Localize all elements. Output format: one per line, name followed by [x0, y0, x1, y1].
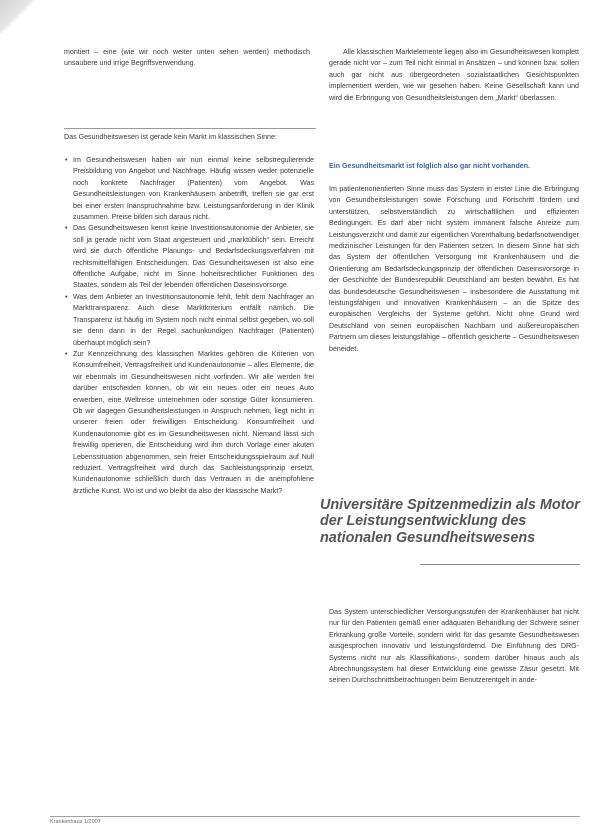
right-column-top [329, 47, 579, 104]
info-box [64, 128, 316, 749]
right-top-paragraph: Alle klassischen Marktelemente liegen also im Gesundheitswesen komplett gerade nicht vor – zum Teil nicht einmal in Ansätzen – und können bzw. sollen auch gar nicht aus übergeordneten sozialstaatlichen Gesichtspunkten implementiert werden, wie wir gesehen haben. Keine Gesellschaft kann und wird die Erbringung von Gesundheitsleistungen dem „Markt“ überlassen. [329, 48, 579, 102]
article-title: Universitäre Spitzenmedizin als Motor der Leistungsentwicklung des nationalen Gesundheitswesens [320, 497, 580, 546]
section-subheading: Ein Gesundheitsmarkt ist folglich also gar nicht vorhanden. [329, 162, 531, 170]
left-column-intro [64, 47, 310, 70]
footer-issue-label: Krankenhaus 1/2007 [50, 819, 101, 825]
right-column-middle [329, 184, 579, 355]
bullet-item: • Was dem Anbieter an Investitionsautonomie fehlt, fehlt dem Nachfrager an Markttransparenz. Auch diese Marktkriterium entfällt nämlich. Die Transparenz ist häufig im System noch nicht einmal selbst gegeben, wo soll sie denn dann in der Regel sachunkundigen Nachfrager (Patienten) überhaupt möglich sein? [64, 292, 314, 349]
title-underline-rule [420, 564, 580, 565]
bullet-item: • Zur Kennzeichnung des klassischen Marktes gehören die Kriterien von Konsumfreiheit, Vertragsfreiheit und Kundenautonomie – alles Elemente, die wir ebenmals im Gesundheitswesen nicht vorfinden. Wir alle werden frei darüber entscheiden können, ob wir ein neues oder ein neues Auto erwerben, eine Weltreise unternehmen oder sonstige Güter konsumieren. Ob wir dagegen Gesundheitsleistungen in Anspruch nehmen, liegt nicht in unserer freien oder freiwilligen Entscheidung. Konsumfreiheit und Kundenautonomie gibt es im Gesundheitswesen nicht. Niemand lässt sich freiwillig operieren, die Entscheidung wird ihm durch Vorlage einer akuten Lebenssituation abgenommen, sein freier Entscheidungsspielraum auf Null reduziert. Vertragsfreiheit wird durch das Sachleistungsprinzip ersetzt, Kundenautonomie schließlich durch das Vertrauen in die anempfohlene ärztliche Kunst. Wo ist und wo bleibt da also der klassische Markt? [64, 349, 314, 497]
right-middle-paragraph: Im patientenorientierten Sinne muss das System in erster Linie die Erbringung von Gesundheitsleistungen sowie Forschung und Fortschritt fördern und unterstützen, selbstverständlich zu wirtschaftlichen und effizienten Bedingungen. Es darf aber nicht system immanent falsche Anreize zum Leistungsverzicht und damit zur eigentlichen Vorenthaltung bedarfsnotwendiger medizinischer Leistungen für den Patienten setzen. In diesem Sinne hat sich das System der öffentlichen Versorgung mit Krankenhäusern und die Orientierung am Bedarfsdeckungsprinzip der öffentlichen Daseinsvorsorge in der Geschichte der Bundesrepublik Deutschland am besten bewährt. Es hat das bundesdeutsche Gesundheitswesen – insbesondere die Ausstattung mit leistungsfähigen und innovativen Krankenhäusern – an die Spitze des europäischen Vergleichs der Systeme geführt. Nicht ohne Grund wird Deutschland von seinen europäischen Nachbarn und außereuropäischen Partnern um dieses leistungsfähige – öffentlich gesicherte – Gesundheitswesen beneidet. [329, 185, 579, 353]
bullet-item: • Im Gesundheitswesen haben wir nun einmal keine selbstregulierende Preisbildung von Angebot und Nachfrage. Häufig wissen weder potenzielle noch konkrete Nachfrager (Patienten) vom Angebot. Was Gesundheitsleistungen von Krankenhäusern anbetrifft, treffen sie gar erst bei einer ersten Inanspruchnahme bzw. Leistungsanforderung in der Klinik zusammen. Preise bilden sich daraus nicht. [64, 155, 314, 223]
page-footer [50, 816, 580, 825]
info-box-intro: Das Gesundheitswesen ist gerade kein Markt im klassischen Sinne: [64, 133, 277, 141]
info-box-bullet-list [64, 155, 314, 497]
right-bottom-paragraph: Das System unterschiedlicher Versorgungsstufen der Krankenhäuser hat nicht nur für den Patienten gemäß einer adäquaten Behandlung der Schwere seiner Erkrankung große Vorteile, sondern wirkt für das gesamte Gesundheitswesen ausgesprochen innovativ und leistungsfördernd. Die Einführung des DRG-Systems nicht nur als Klassifikations-, sondern darüber hinaus auch als Abrechnungssystem hat dieser Entwicklung eine gewisse Zäsur gesetzt. Mit seinen Durchschnittsbetrachtungen beim Benutzerentgelt in ande- [329, 608, 579, 685]
right-column-bottom [329, 607, 579, 687]
bullet-item: • Das Gesundheitswesen kennt keine Investitionsautonomie der Anbieter, sie soll ja gerade nicht vom Staat angesteuert und „marktüblich“ sein. Erreicht wird sie durch öffentliche Planungs- und Bedarfsdeckungsverfahren mit rechtsmittelfähigen Entscheidungen. Das Gesundheitswesen ist also eine öffentliche Aufgabe, nicht im Sinne hoheitsrechtlicher Funktionen des Staates, sondern als Teil der lebenden öffentlichen Daseinsvorsorge. [64, 223, 314, 291]
page-corner-fold [0, 0, 34, 34]
left-intro-paragraph: montiert – eine (wie wir noch weiter unten sehen werden) methodisch unsaubere und irrige Begriffsverwendung. [64, 48, 310, 68]
